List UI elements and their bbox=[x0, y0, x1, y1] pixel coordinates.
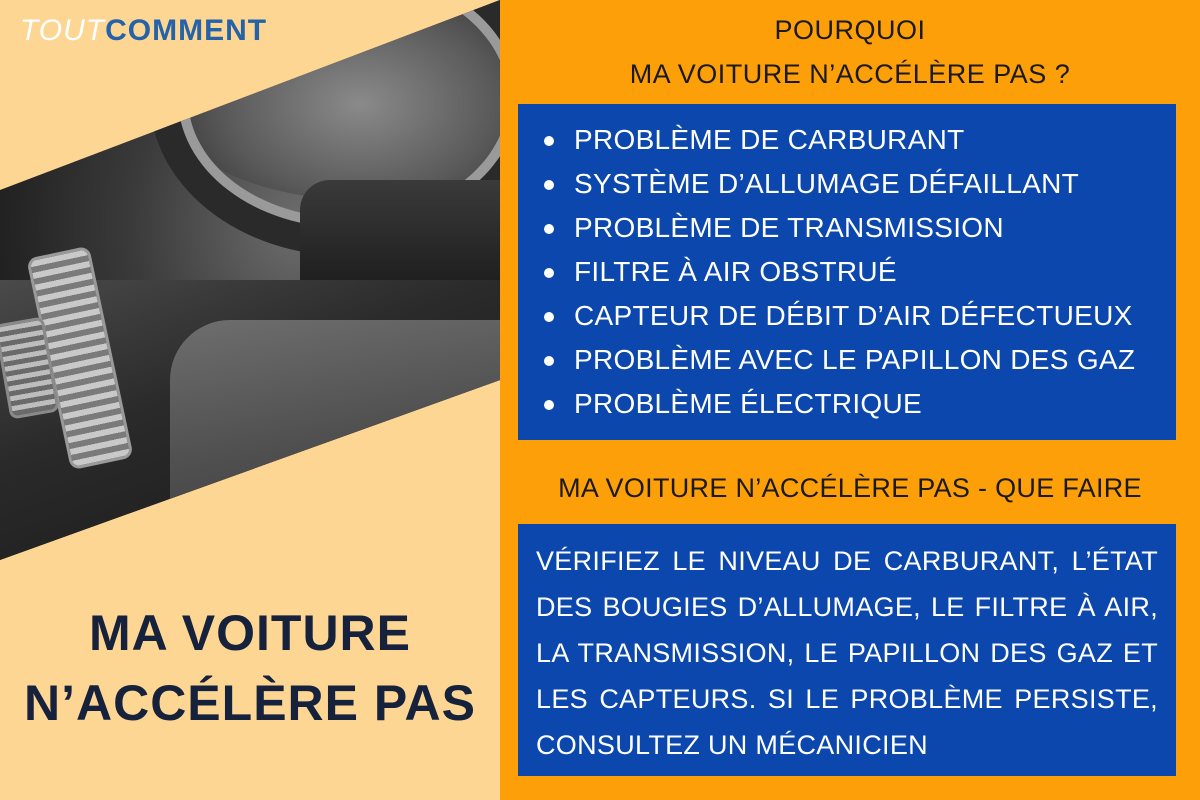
list-item: SYSTÈME D’ALLUMAGE DÉFAILLANT bbox=[540, 162, 1176, 206]
page-title bbox=[0, 598, 500, 738]
what-to-do-heading: MA VOITURE N’ACCÉLÈRE PAS - QUE FAIRE bbox=[558, 473, 1142, 503]
list-item: CAPTEUR DE DÉBIT D’AIR DÉFECTUEUX bbox=[540, 294, 1176, 338]
logo bbox=[20, 14, 267, 48]
causes-list bbox=[518, 104, 1176, 426]
left-panel bbox=[0, 0, 500, 800]
list-item: PROBLÈME ÉLECTRIQUE bbox=[540, 382, 1176, 426]
car-interior-photo bbox=[0, 0, 500, 560]
list-item: PROBLÈME AVEC LE PAPILLON DES GAZ bbox=[540, 338, 1176, 382]
right-panel bbox=[500, 0, 1200, 800]
title-line-1: MA VOITURE bbox=[88, 605, 412, 661]
list-item: FILTRE À AIR OBSTRUÉ bbox=[540, 250, 1176, 294]
list-item: PROBLÈME DE CARBURANT bbox=[540, 118, 1176, 162]
causes-box bbox=[518, 104, 1176, 440]
advice-text: VÉRIFIEZ LE NIVEAU DE CARBURANT, L’ÉTAT DES BOUGIES D’ALLUMAGE, LE FILTRE À AIR, LA TRANSMISSION, LE PAPILLON DES GAZ ET LES CAPTEURS. SI LE PROBLÈME PERSISTE, CONSULTEZ UN MÉCANICIEN bbox=[536, 546, 1158, 760]
list-item: PROBLÈME DE TRANSMISSION bbox=[540, 206, 1176, 250]
advice-box bbox=[518, 524, 1176, 776]
seat-shape bbox=[170, 320, 500, 540]
why-heading bbox=[500, 8, 1200, 96]
logo-main: COMMENT bbox=[105, 14, 268, 47]
title-line-2: N’ACCÉLÈRE PAS bbox=[23, 675, 476, 731]
why-heading-line-1: POURQUOI bbox=[774, 15, 926, 45]
why-heading-line-2: MA VOITURE N’ACCÉLÈRE PAS ? bbox=[629, 59, 1071, 89]
logo-prefix: TOUT bbox=[20, 14, 106, 47]
